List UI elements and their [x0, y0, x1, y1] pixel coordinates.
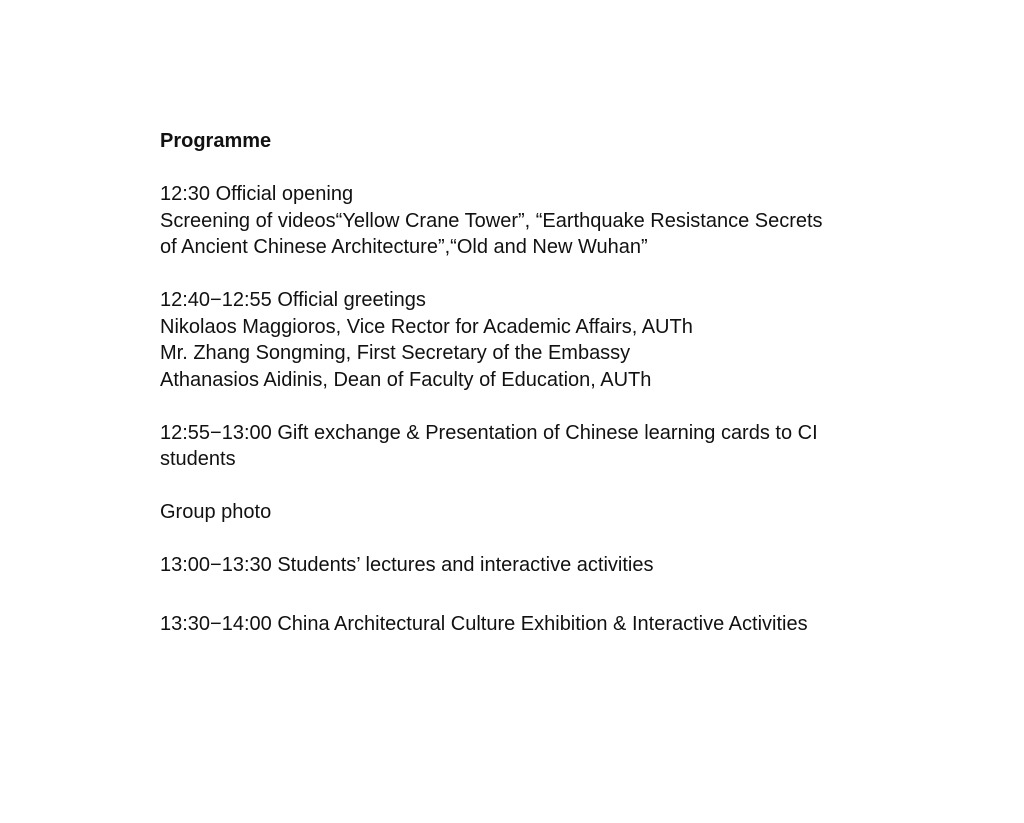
- schedule-line: Group photo: [160, 501, 272, 523]
- schedule-line: Mr. Zhang Songming, First Secretary of the Embassy: [160, 342, 631, 364]
- schedule-line: students: [160, 448, 236, 470]
- schedule-line: 13:00−13:30 Students’ lectures and interactive activities: [160, 554, 654, 576]
- schedule-line: Screening of videos“Yellow Crane Tower”, “Earthquake Resistance Secrets: [160, 209, 823, 232]
- schedule-item-gift-exchange: [160, 420, 900, 473]
- programme-document: [160, 128, 900, 664]
- schedule-line: 13:30−14:00 China Architectural Culture Exhibition & Interactive Activities: [160, 612, 808, 635]
- schedule-line: 12:30 Official opening: [160, 183, 354, 205]
- schedule-item-lectures: [160, 552, 900, 579]
- schedule-line: Athanasios Aidinis, Dean of Faculty of Education, AUTh: [160, 368, 652, 391]
- schedule-item-group-photo: [160, 499, 900, 526]
- schedule-line: Nikolaos Maggioros, Vice Rector for Academic Affairs, AUTh: [160, 315, 693, 338]
- programme-title: Programme: [160, 130, 272, 152]
- schedule-line: 12:40−12:55 Official greetings: [160, 289, 426, 311]
- schedule-item-greetings: [160, 287, 900, 393]
- schedule-item-opening: [160, 181, 900, 261]
- schedule-item-exhibition: [160, 611, 900, 638]
- schedule-line: 12:55−13:00 Gift exchange & Presentation of Chinese learning cards to CI: [160, 421, 818, 444]
- schedule-line: of Ancient Chinese Architecture”,“Old and New Wuhan”: [160, 236, 648, 258]
